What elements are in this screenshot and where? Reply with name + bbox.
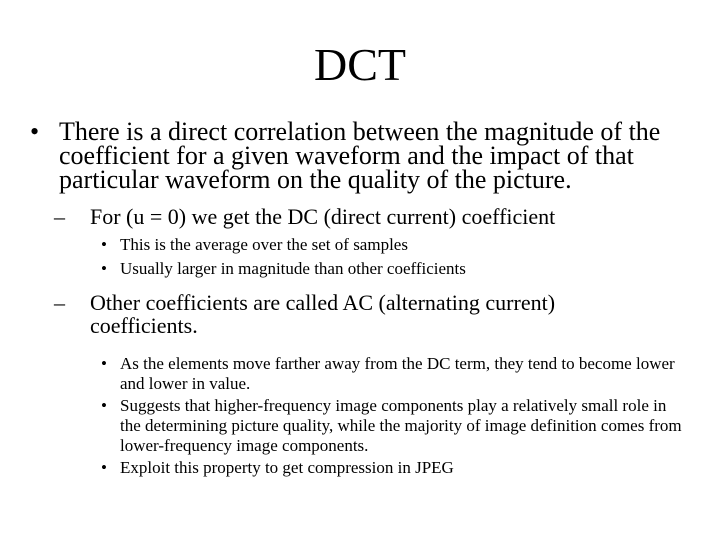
bullet-marker: •: [101, 235, 107, 254]
bullet-text: Suggests that higher-frequency image components play a relatively small role in the determining picture quality, while the majority of image definition comes from lower-frequency image components.: [120, 396, 682, 455]
bullet-marker: •: [101, 458, 107, 477]
slide-title: DCT: [314, 39, 406, 90]
dash-marker: –: [54, 204, 65, 229]
bullet-level3: [89, 235, 690, 255]
bullet-level3: [89, 354, 690, 394]
bullet-level3: [89, 458, 690, 478]
bullet-marker: •: [101, 259, 107, 278]
bullet-level1: [30, 117, 699, 194]
bullet-text: For (u = 0) we get the DC (direct current) coefficient: [90, 204, 556, 229]
bullet-marker: •: [101, 354, 107, 373]
bullet-text: Exploit this property to get compression in JPEG: [120, 458, 454, 477]
slide-body: [30, 117, 690, 478]
dash-marker: –: [54, 290, 65, 315]
bullet-text: Other coefficients are called AC (alternating current) coefficients.: [90, 290, 556, 338]
bullet-text: This is the average over the set of samples: [120, 235, 408, 254]
bullet-text: There is a direct correlation between the magnitude of the coefficient for a given waveform and the impact of that particular waveform on the quality of the picture.: [59, 117, 661, 194]
bullet-level2-dc: [42, 205, 690, 228]
bullet-level2-ac: [42, 291, 650, 337]
bullet-text: Usually larger in magnitude than other coefficients: [120, 259, 466, 278]
bullet-marker: •: [101, 396, 107, 415]
bullet-level3: [89, 396, 690, 456]
bullet-level3: [89, 259, 690, 279]
bullet-text: As the elements move farther away from the DC term, they tend to become lower and lower in value.: [120, 354, 675, 393]
bullet-marker: •: [30, 117, 40, 146]
